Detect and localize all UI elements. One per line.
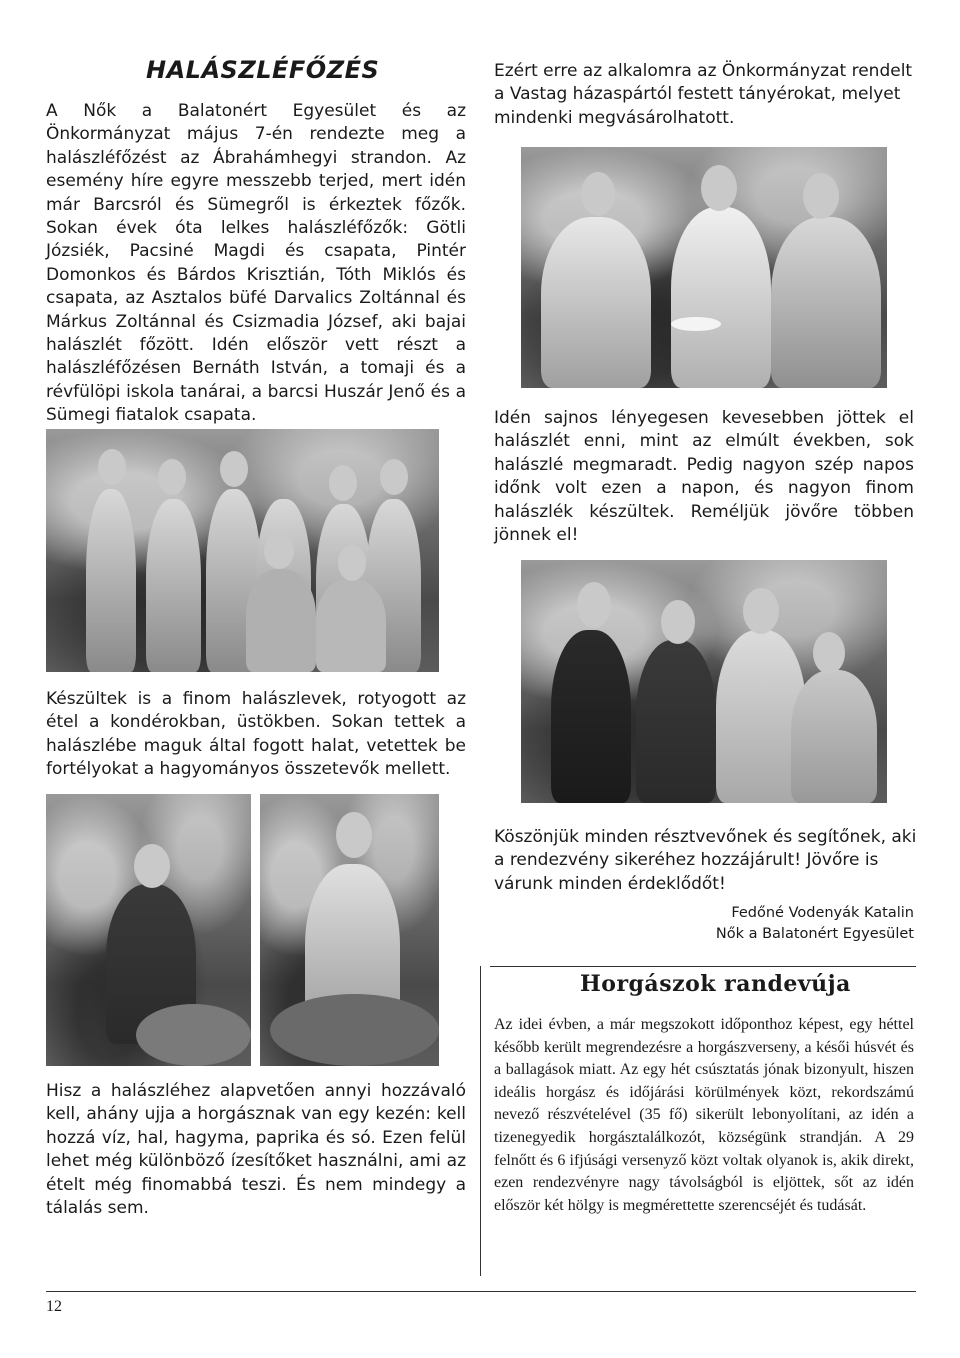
column-divider xyxy=(480,966,481,1276)
four-people-photo xyxy=(521,560,887,803)
signature-block xyxy=(600,903,914,945)
horgaszok-body: Az idei évben, a már megszokott időponthoz képest, egy héttel később került megrendezésre a horgászverseny, a késői húsvét és a ballagások miatt. Az egy hét csúsztatás jónak bizonyult, hiszen ideális horgász és időjárási körülmények közt, rekordszámú nevező részvételével (35 fő) sikerült lebonyolítani, az idén a tizenegyedik horgásztalálkozót, községünk strandján. A 29 felnőtt és 6 ifjúsági versenyző közt voltak olyanok is, akik direkt, ezen rendezvényre nagy távolságból is eljöttek, sőt az idén először két hölgy is megmérettette szerencséjét és tudását. xyxy=(494,1016,914,1214)
author-name: Fedőné Vodenyák Katalin xyxy=(731,905,914,921)
section-divider xyxy=(490,966,916,967)
thanks-paragraph: Köszönjük minden résztvevőnek és segítőnek, aki a rendezvény sikeréhez hozzájárult! Jövőre is várunk minden érdeklődőt! xyxy=(494,827,917,894)
cooking-paragraph: Készültek is a finom halászlevek, rotyogott az étel a kondérokban, üstökben. Sokan tettek a halászlébe maguk által fogott halat, vetettek be fortélyokat a hagyományos összetevők mellett. xyxy=(46,689,466,780)
attendance-paragraph: Idén sajnos lényegesen kevesebben jöttek el halászlét enni, mint az elmúlt években, sok halászlé megmaradt. Pedig nagyon szép napos időnk volt ezen a napon, és nagyon finom halászlék készültek. Reméljük jövőre többen jönnek el! xyxy=(494,408,914,546)
group-photo xyxy=(46,429,439,672)
footer-rule xyxy=(46,1291,916,1292)
ingredients-paragraph: Hisz a halászléhez alapvetően annyi hozzávaló kell, ahány ujja a horgásznak van egy kezén: kell hozzá víz, hal, hagyma, paprika és só. Ezen felül lehet még különböző ízesítőket használni, ami az ételt még finomabbá teszi. És nem mindegy a tálalás sem. xyxy=(46,1081,466,1219)
serving-photo xyxy=(521,147,887,388)
horgaszok-title: Horgászok randevúja xyxy=(580,971,851,997)
intro-paragraph: A Nők a Balatonért Egyesület és az Önkormányzat május 7-én rendezte meg a halászléfőzést az Ábrahámhegyi strandon. Az esemény híre egyre messzebb terjed, mert idén már Barcsról és Sümegről is érkeztek főzők. Sokan évek óta lelkes halászléfőzők: Götli Józsiék, Pacsiné Magdi és csapata, Pintér Domonkos és Bárdos Krisztián, Tóth Miklós és csapata, az Asztalos büfé Darvalics Zoltánnal és Márkus Zoltánnal és Csizmadia József, aki bajai halászlét főzött. Idén először vett részt a halászléfőzésen Bernáth István, a tomaji és a révfülöpi iskola tanárai, a barcsi Huszár Jenő és a Sümegi fiatalok csapata. xyxy=(46,101,466,426)
author-organization: Nők a Balatonért Egyesület xyxy=(715,926,914,942)
article-title: HALÁSZLÉFŐZÉS xyxy=(146,56,380,84)
woman-with-ladle-photo xyxy=(46,794,251,1066)
plates-paragraph: Ezért erre az alkalomra az Önkormányzat rendelt a Vastag házaspártól festett tányérokat, melyet mindenki megvásárolhatott. xyxy=(494,61,913,128)
page-number: 12 xyxy=(46,1298,62,1315)
woman-with-cauldron-photo xyxy=(260,794,439,1066)
